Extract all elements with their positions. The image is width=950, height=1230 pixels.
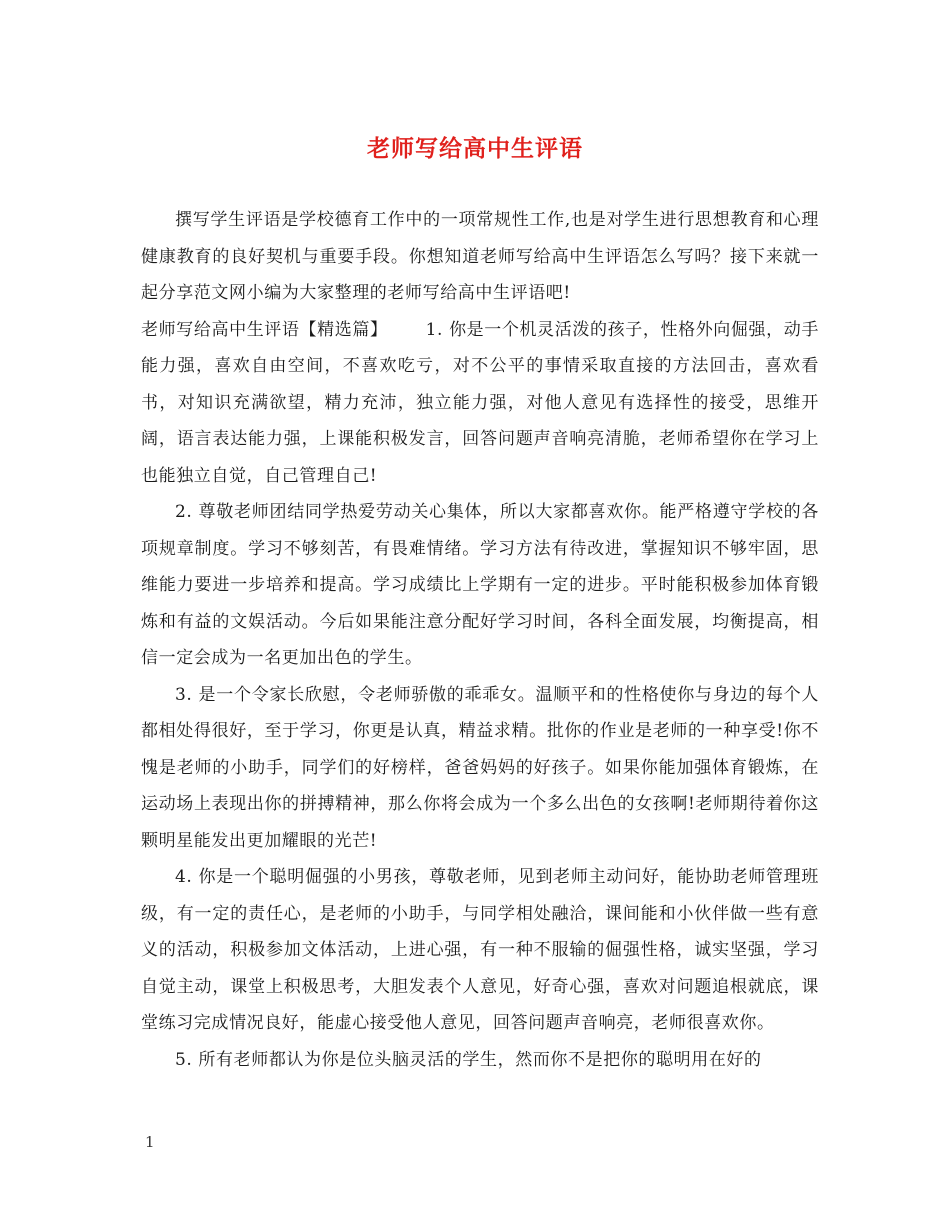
section-first-paragraph (141, 312, 819, 495)
comment-item-5: 5. 所有老师都认为你是位头脑灵活的学生，然而你不是把你的聪明用在好的 (175, 1049, 762, 1070)
comment-item-1: 1. 你是一个机灵活泼的孩子，性格外向倔强，动手能力强，喜欢自由空间，不喜欢吃亏，对不公平的事情采取直接的方法回击，喜欢看书，对知识充满欲望，精力充沛，独立能力强，对他人意见有选择性的接受，思维开阔，语言表达能力强，上课能积极发言，回答问题声音响亮清脆，老师希望你在学习上也能独立自觉，自己管理自己! (141, 319, 819, 486)
comment-item-2: 2. 尊敬老师团结同学热爱劳动关心集体，所以大家都喜欢你。能严格遵守学校的各项规章制度。学习不够刻苦，有畏难情绪。学习方法有待改进，掌握知识不够牢固，思维能力要进一步培养和提高。学习成绩比上学期有一定的进步。平时能积极参加体育锻炼和有益的文娱活动。今后如果能注意分配好学习时间，各科全面发展，均衡提高，相信一定会成为一名更加出色的学生。 (141, 502, 819, 668)
intro-paragraph: 撰写学生评语是学校德育工作中的一项常规性工作,也是对学生进行思想教育和心理健康教育的良好契机与重要手段。你想知道老师写给高中生评语怎么写吗？接下来就一起分享范文网小编为大家整理的老师写给高中生评语吧! (141, 210, 819, 303)
page-number: 1 (145, 1133, 155, 1151)
comment-item-4: 4. 你是一个聪明倔强的小男孩，尊敬老师，见到老师主动问好，能协助老师管理班级，有一定的责任心，是老师的小助手，与同学相处融洽，课间能和小伙伴做一些有意义的活动，积极参加文体活动，上进心强，有一种不服输的倔强性格，诚实坚强，学习自觉主动，课堂上积极思考，大胆发表个人意见，好奇心强，喜欢对问题追根就底，课堂练习完成情况良好，能虚心接受他人意见，回答问题声音响亮，老师很喜欢你。 (141, 867, 819, 1033)
section-heading: 老师写给高中生评语【精选篇】 (141, 319, 388, 340)
comment-item-3: 3. 是一个令家长欣慰，令老师骄傲的乖乖女。温顺平和的性格使你与身边的每个人都相处得很好，至于学习，你更是认真，精益求精。批你的作业是老师的一种享受!你不愧是老师的小助手，同学们的好榜样，爸爸妈妈的好孩子。如果你能加强体育锻炼，在运动场上表现出你的拼搏精神，那么你将会成为一个多么出色的女孩啊!老师期待着你这颗明星能发出更加耀眼的光芒! (141, 684, 819, 851)
document-body (141, 202, 819, 1078)
document-title: 老师写给高中生评语 (367, 135, 583, 162)
